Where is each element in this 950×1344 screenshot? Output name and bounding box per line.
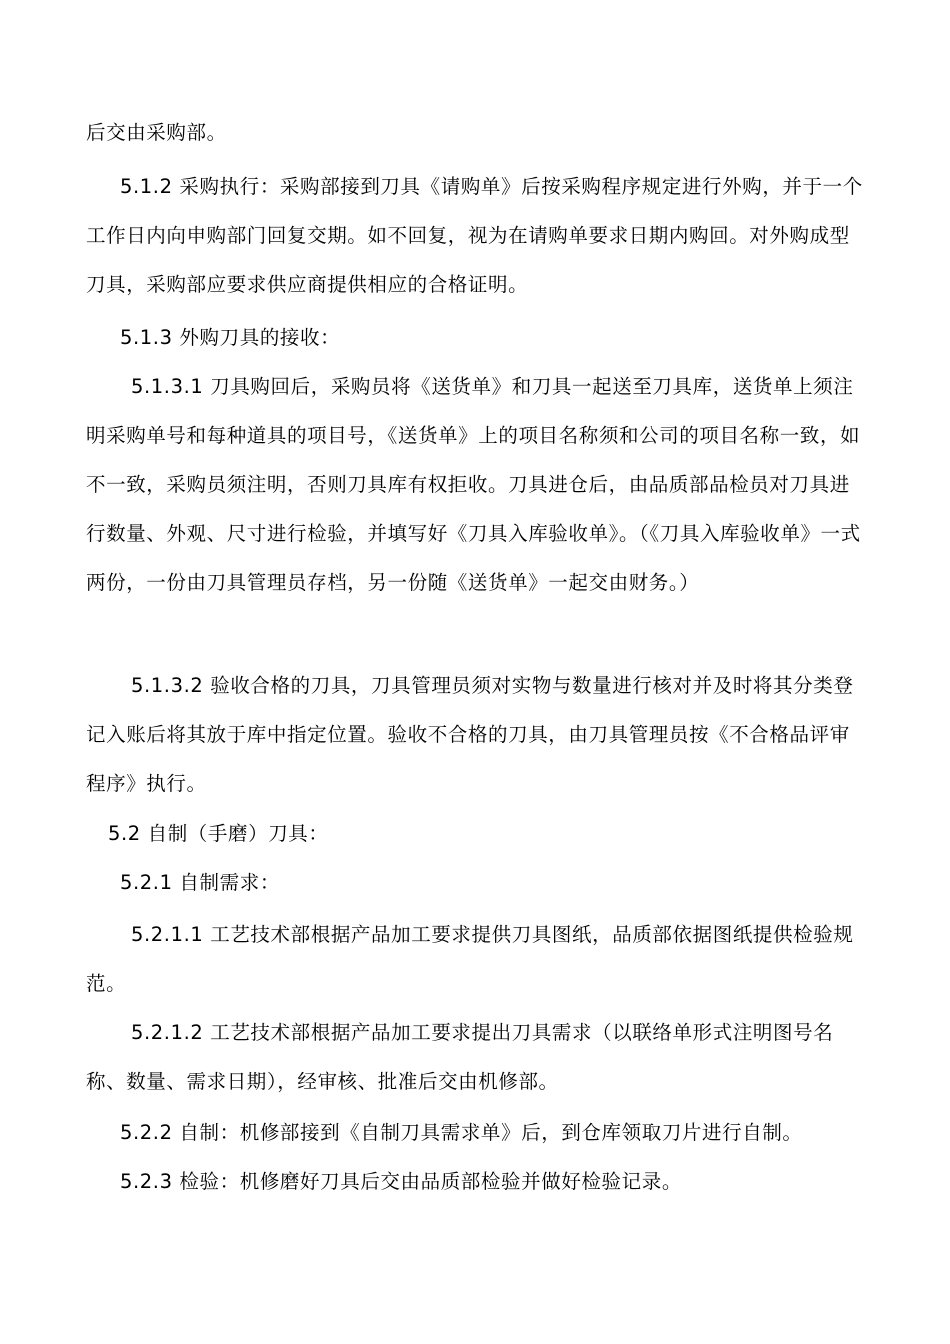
paragraph-1: 后交由采购部。 <box>86 121 227 144</box>
paragraph-5-2: 5.2 自制（手磨）刀具： <box>108 822 329 845</box>
paragraph-5-2-2: 5.2.2 自制：机修部接到《自制刀具需求单》后，到仓库领取刀片进行自制。 <box>120 1121 803 1144</box>
paragraph-5-2-1-2: 5.2.1.2 工艺技术部根据产品加工要求提出刀具需求（以联络单形式注明图号名称、数量、需求日期），经审核、批准后交由机修部。 <box>86 1021 834 1093</box>
paragraph-5-2-1: 5.2.1 自制需求： <box>120 871 280 894</box>
paragraph-5-2-1-1: 5.2.1.1 工艺技术部根据产品加工要求提供刀具图纸，品质部依据图纸提供检验规范。 <box>86 923 854 995</box>
paragraph-5-1-2: 5.1.2 采购执行：采购部接到刀具《请购单》后按采购程序规定进行外购，并于一个工作日内向申购部门回复交期。如不回复，视为在请购单要求日期内购回。对外购成型刀具，采购部应要求供应商提供相应的合格证明。 <box>86 175 863 296</box>
paragraph-5-2-3: 5.2.3 检验：机修磨好刀具后交由品质部检验并做好检验记录。 <box>120 1170 682 1193</box>
paragraph-5-1-3-2: 5.1.3.2 验收合格的刀具，刀具管理员须对实物与数量进行核对并及时将其分类登记入账后将其放于库中指定位置。验收不合格的刀具，由刀具管理员按《不合格品评审程序》执行。 <box>86 674 854 795</box>
paragraph-5-1-3-1: 5.1.3.1 刀具购回后，采购员将《送货单》和刀具一起送至刀具库，送货单上须注明采购单号和每种道具的项目号，《送货单》上的项目名称须和公司的项目名称一致，如不一致，采购员须注明，否则刀具库有权拒收。刀具进仓后，由品质部品检员对刀具进行数量、外观、尺寸进行检验，并填写好《刀具入库验收单》。（《刀具入库验收单》一式两份，一份由刀具管理员存档，另一份随《送货单》一起交由财务。） <box>86 375 861 594</box>
paragraph-5-1-3: 5.1.3 外购刀具的接收： <box>120 326 341 349</box>
